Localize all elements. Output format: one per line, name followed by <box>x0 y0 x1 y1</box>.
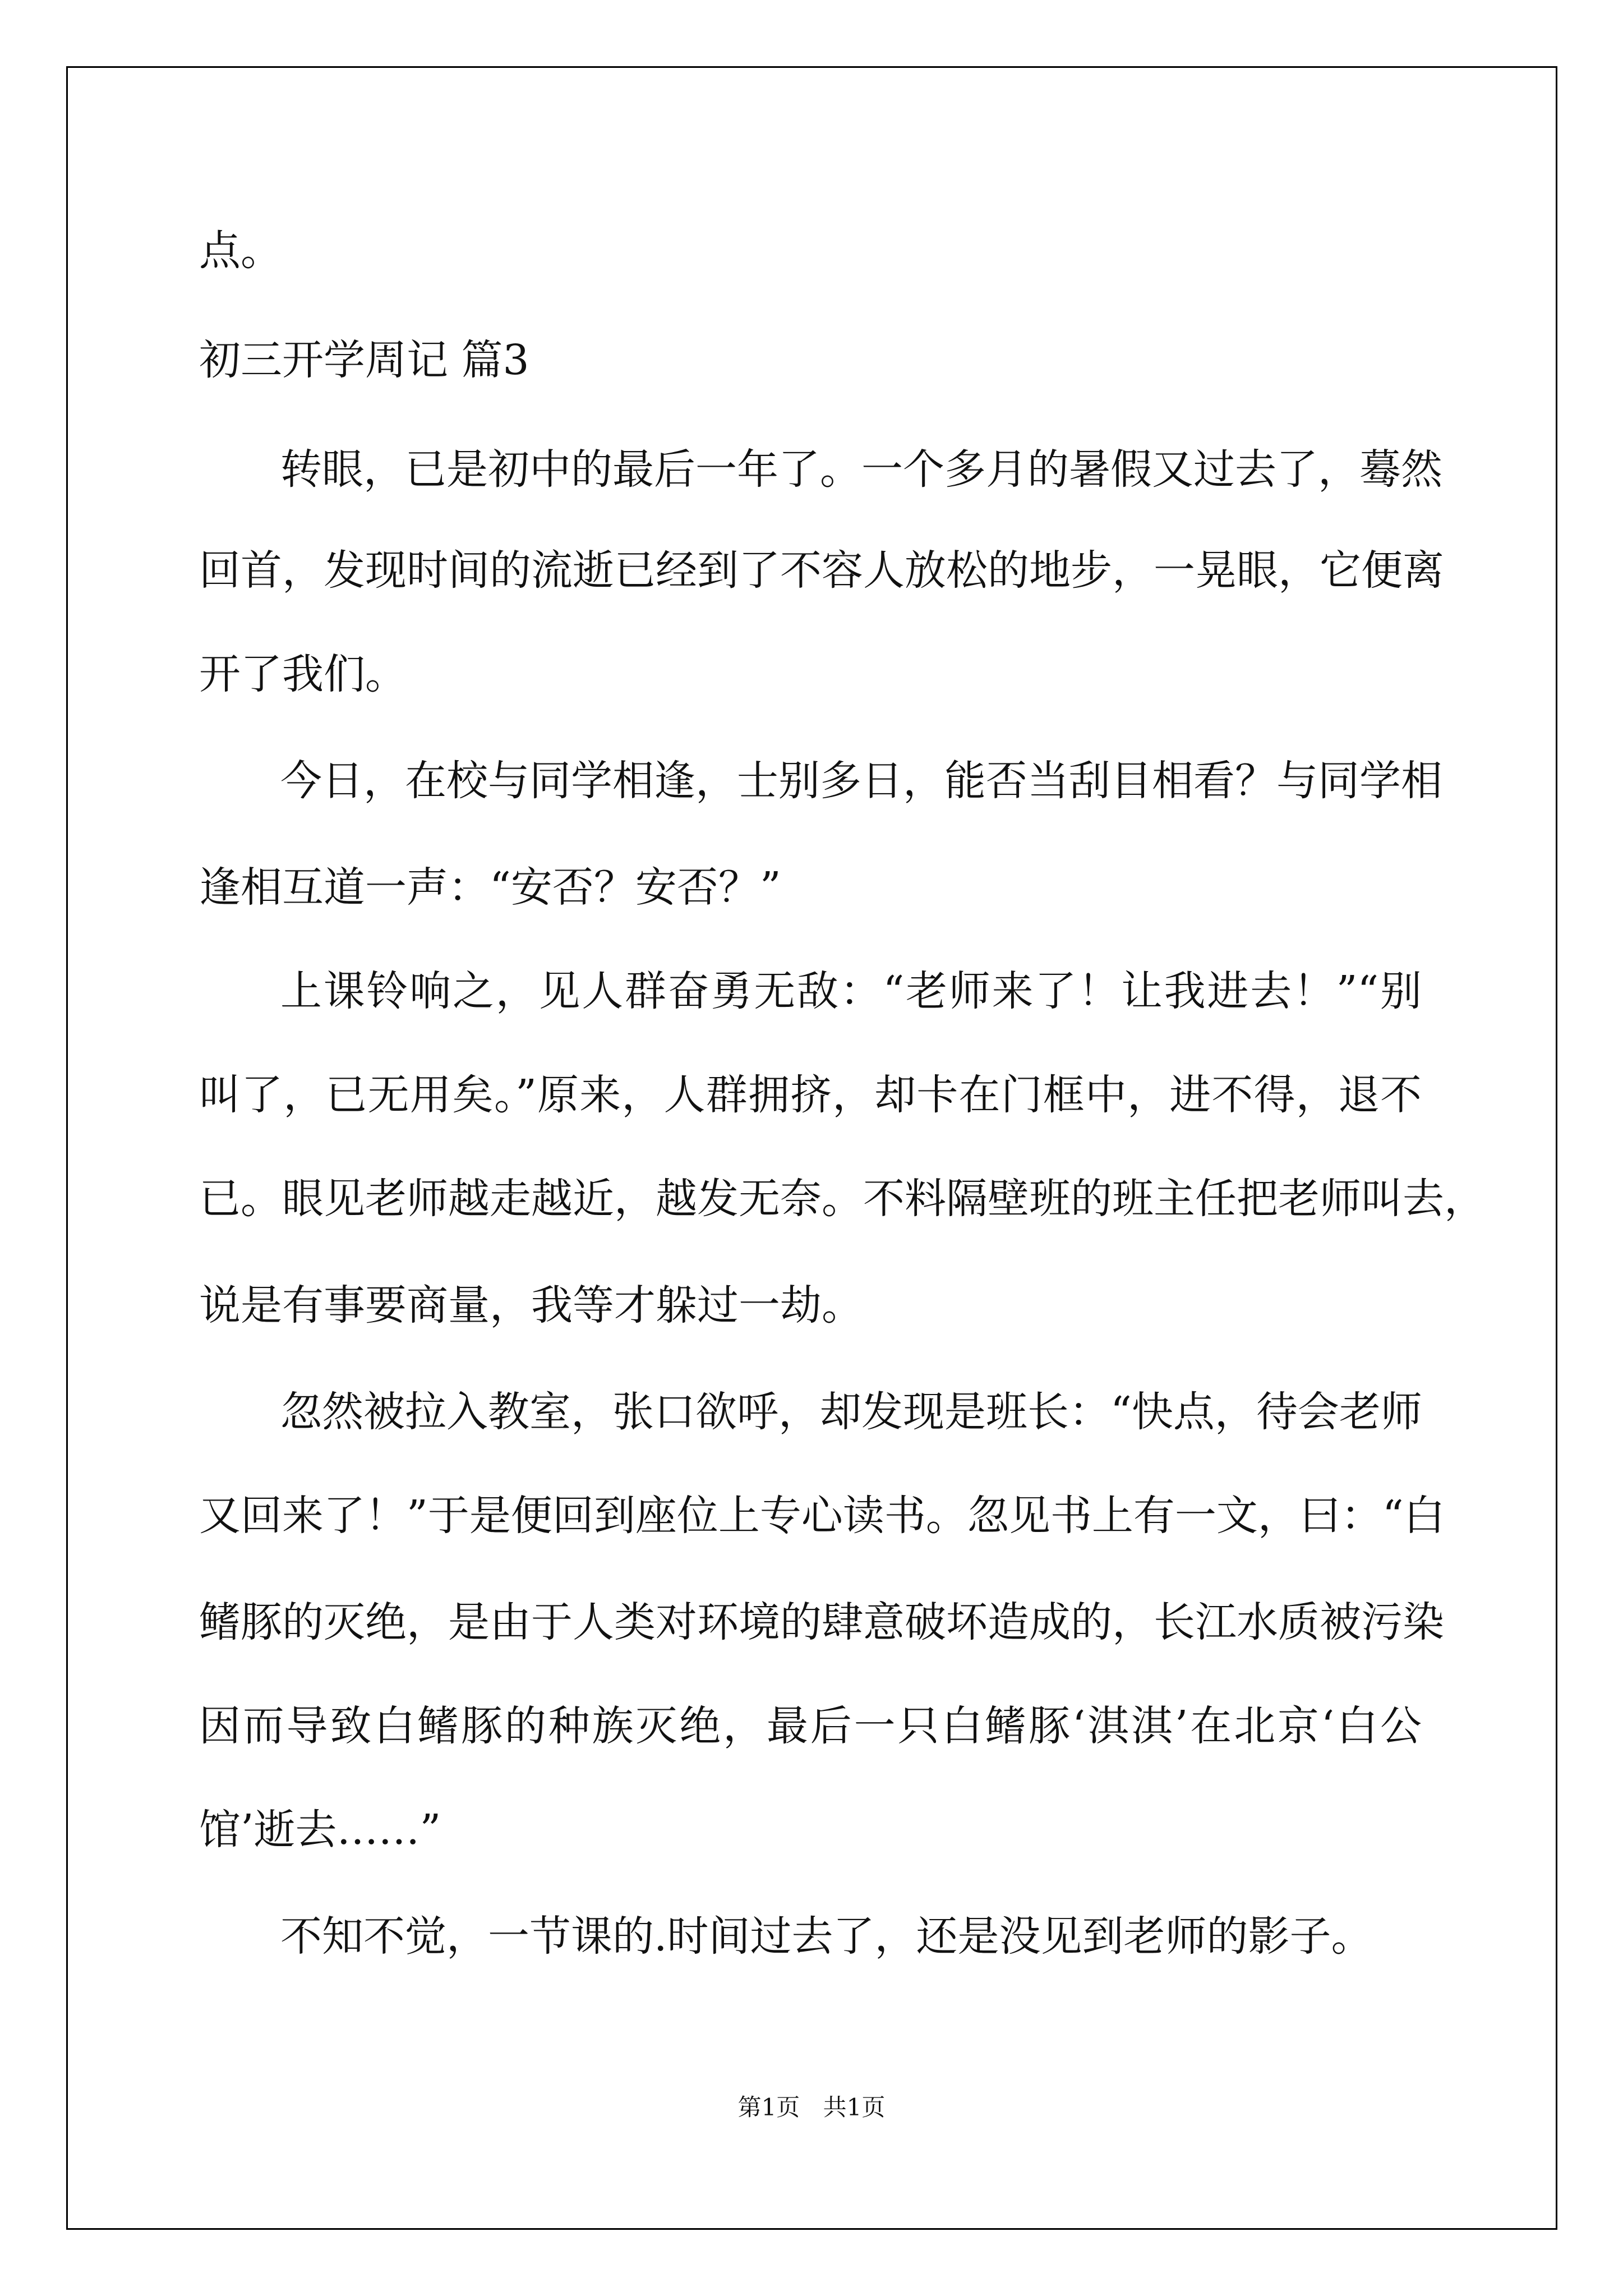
text-line: 馆’逝去……” <box>199 1806 441 1854</box>
text-line: 鳍豚的灭绝，是由于人类对环境的肆意破坏造成的，长江水质被污染 <box>199 1598 1444 1646</box>
text-line: 不知不觉，一节课的.时间过去了，还是没见到老师的影子。 <box>280 1912 1373 1961</box>
text-line: 忽然被拉入教室，张口欲呼，却发现是班长：“快点，待会老师 <box>280 1388 1422 1436</box>
section-heading: 初三开学周记 篇3 <box>199 336 529 384</box>
text-line: 又回来了！”于是便回到座位上专心读书。忽见书上有一文，曰：“白 <box>199 1492 1445 1540</box>
text-line: 已。眼见老师越走越近，越发无奈。不料隔壁班的班主任把老师叫去， <box>199 1175 1486 1223</box>
text-line: 逢相互道一声：“安否？安否？” <box>199 863 781 912</box>
text-line: 回首，发现时间的流逝已经到了不容人放松的地步，一晃眼，它便离 <box>199 546 1444 595</box>
page-total: 共1页 <box>823 2093 886 2121</box>
page-number: 第1页 <box>737 2093 800 2121</box>
text-line: 因而导致白鳍豚的种族灭绝，最后一只白鳍豚‘淇淇’在北京‘白公 <box>199 1702 1422 1750</box>
text-line: 说是有事要商量，我等才躲过一劫。 <box>199 1281 863 1329</box>
text-line: 点。 <box>199 227 282 275</box>
text-line: 叫了，已无用矣。”原来，人群拥挤，却卡在门框中，进不得，退不 <box>199 1071 1422 1119</box>
text-line: 转眼，已是初中的最后一年了。一个多月的暑假又过去了，蓦然 <box>280 445 1442 494</box>
page-footer <box>0 2093 1623 2121</box>
text-line: 开了我们。 <box>199 650 407 698</box>
text-line: 上课铃响之，见人群奋勇无敌：“老师来了！让我进去！”“别 <box>280 967 1422 1015</box>
page-border <box>66 66 1557 2230</box>
text-line: 今日，在校与同学相逢，士别多日，能否当刮目相看？与同学相 <box>280 757 1442 805</box>
